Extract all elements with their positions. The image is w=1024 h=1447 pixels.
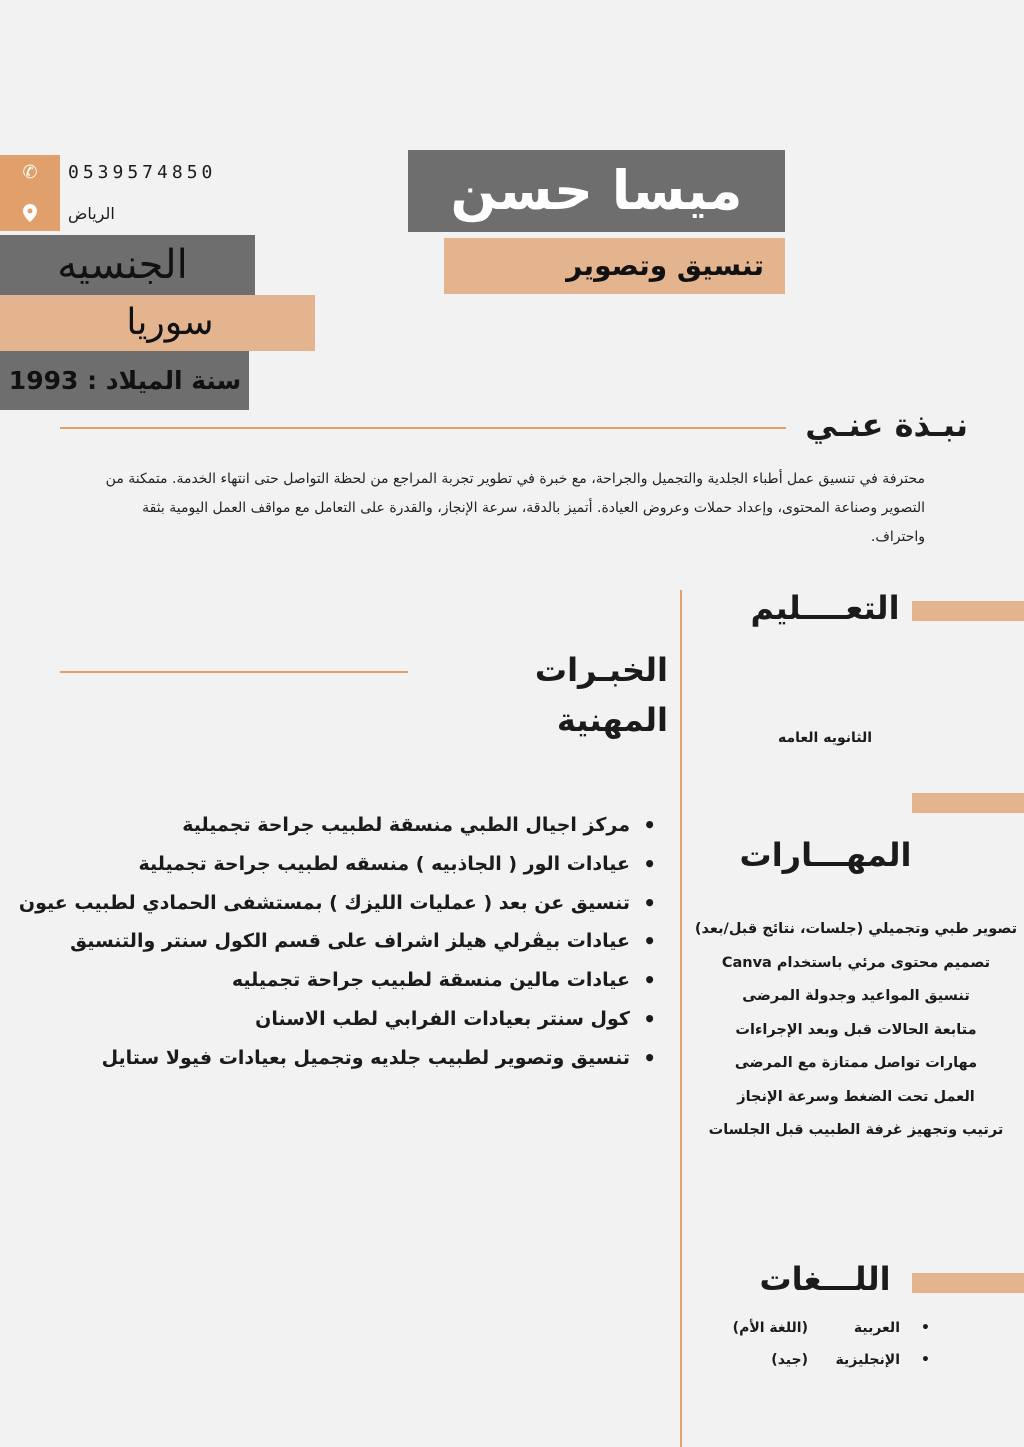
language-level: (جيد) <box>771 1352 808 1368</box>
about-divider <box>60 427 786 429</box>
experience-item: • تنسيق عن بعد ( عمليات الليزك ) بمستشفى الحمادي لطبيب عيون <box>20 884 660 923</box>
education-accent-bar <box>912 601 1024 621</box>
languages-heading: اللـــغات <box>759 1260 891 1298</box>
job-title: تنسيق وتصوير <box>566 249 764 282</box>
skills-heading: المهـــارات <box>739 836 912 874</box>
skill-item: متابعة الحالات قبل وبعد الإجراءات <box>735 1021 977 1038</box>
language-name: العربية <box>853 1320 900 1336</box>
skill-item: تنسيق المواعيد وجدولة المرضى <box>742 988 970 1004</box>
skills-list <box>688 913 1024 1148</box>
city: الرياض <box>68 204 115 223</box>
experience-item: • مركز اجيال الطبي منسقة لطبيب جراحة تجميلية <box>20 806 660 845</box>
experience-list <box>20 806 660 1078</box>
experience-heading: الخبـرات المهنية <box>534 651 668 739</box>
nationality-value: سوريا <box>126 302 214 343</box>
language-item <box>700 1312 930 1344</box>
experience-item: • تنسيق وتصوير لطبيب جلديه وتجميل بعيادات فيولا ستايل <box>20 1039 660 1078</box>
experience-item: • كول سنتر بعيادات الفرابي لطب الاسنان <box>20 1000 660 1039</box>
column-divider <box>680 590 682 1447</box>
skills-accent-bar <box>912 793 1024 813</box>
bullet-icon: • <box>921 1320 930 1336</box>
full-name: ميسا حسن <box>450 159 743 222</box>
about-text: محترفة في تنسيق عمل أطباء الجلدية والتجميل والجراحة، مع خبرة في تطوير تجربة المراجع من لحظة التواصل حتى انتهاء الخدمة. متمكنة من التصوير وصناعة المحتوى، وإعداد حملات وعروض العيادة. أتميز بالدقة، سرعة الإنجاز، والقدرة على التعامل مع مواقف العمل اليومية بثقة واحتراف. <box>105 471 925 545</box>
birth-year: سنة الميلاد : 1993 <box>8 366 242 395</box>
location-pin-icon <box>0 200 60 226</box>
language-level: (اللغة الأم) <box>732 1320 808 1336</box>
experience-divider <box>60 671 408 673</box>
skill-item: العمل تحت الضغط وسرعة الإنجاز <box>737 1088 975 1105</box>
nationality-label: الجنسيه <box>57 242 188 288</box>
phone-icon: ✆ <box>22 162 38 183</box>
languages-accent-bar <box>912 1273 1024 1293</box>
phone-number: 0539574850 <box>68 162 217 183</box>
experience-item: • عيادات بيڤرلي هيلز اشراف على قسم الكول سنتر والتنسيق <box>20 922 660 961</box>
skill-item: تصوير طبي وتجميلي (جلسات، نتائج قبل/بعد) <box>694 921 1018 937</box>
skill-item: تصميم محتوى مرئي باستخدام Canva <box>721 954 991 971</box>
languages-list <box>700 1312 930 1376</box>
experience-item: • عيادات مالين منسقة لطبيب جراحة تجميليه <box>20 961 660 1000</box>
skill-item: مهارات تواصل ممتازة مع المرضى <box>734 1055 978 1071</box>
education-item: الثانويه العامه <box>777 730 873 746</box>
experience-item: • عيادات الور ( الجاذبيه ) منسقه لطبيب جراحة تجميلية <box>20 845 660 884</box>
bullet-icon: • <box>921 1352 930 1368</box>
about-heading: نبـذة عنـي <box>805 406 968 444</box>
skill-item: ترتيب وتجهيز غرفة الطبيب قبل الجلسات <box>708 1122 1004 1138</box>
language-name: الإنجليزية <box>835 1352 900 1368</box>
language-item <box>700 1344 930 1376</box>
education-heading: التعــــليم <box>750 589 900 627</box>
